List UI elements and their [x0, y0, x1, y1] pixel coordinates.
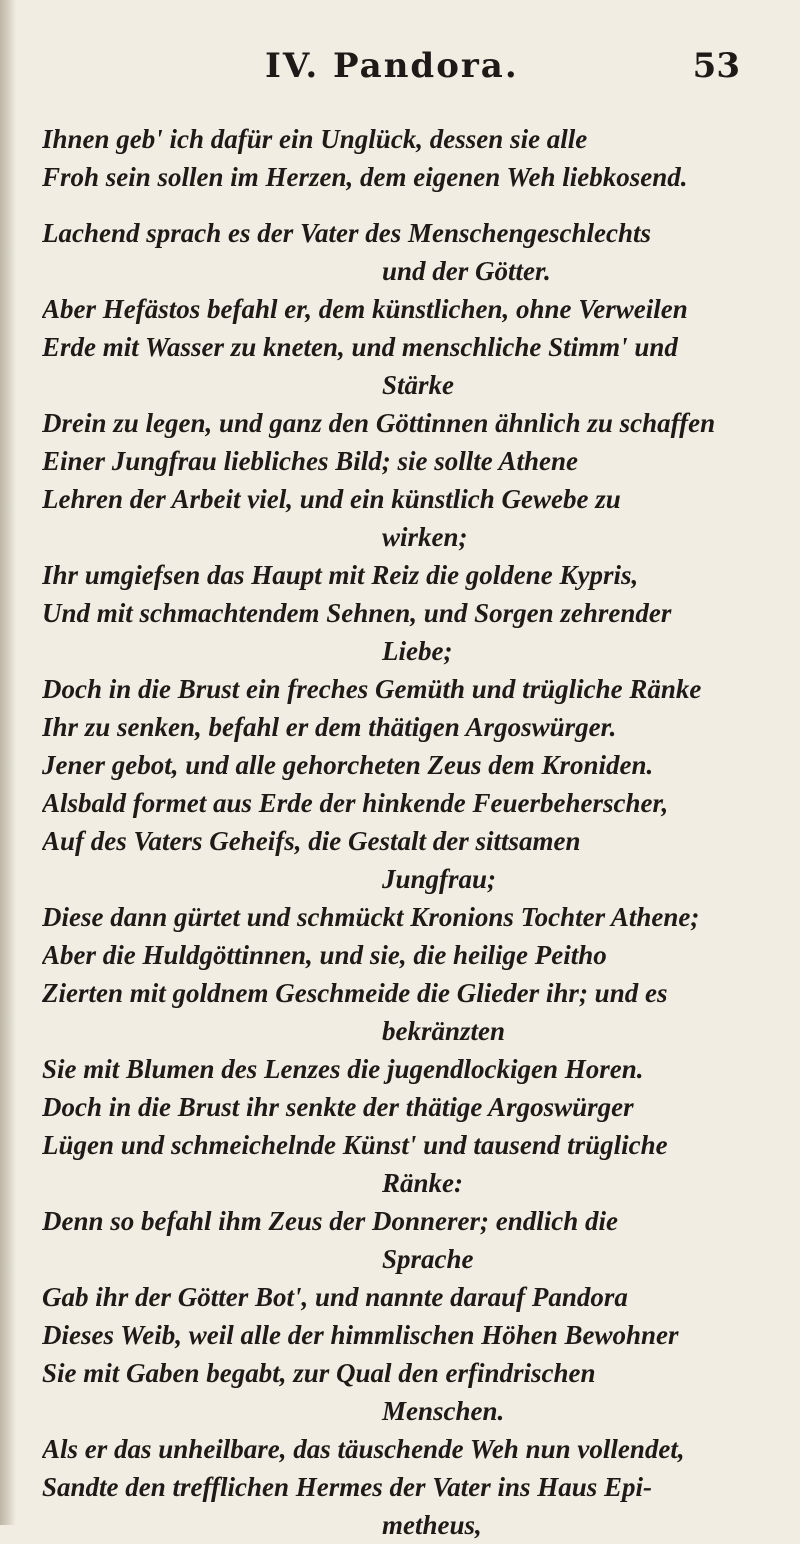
- verse-continuation: Liebe;: [382, 636, 453, 666]
- verse-line: Lehren der Arbeit viel, und ein künstlich Gewebe zu: [42, 484, 621, 514]
- verse-continuation: Jungfrau;: [382, 864, 497, 894]
- verse-line: Einer Jungfrau liebliches Bild; sie sollte Athene: [42, 446, 579, 476]
- verse-line: Erde mit Wasser zu kneten, und menschliche Stimm' und: [42, 332, 678, 362]
- poem-text: [42, 120, 762, 1544]
- stanza-gap: [42, 196, 762, 214]
- verse-line: Diese dann gürtet und schmückt Kronions Tochter Athene;: [42, 902, 700, 932]
- verse-continuation: Sprache: [382, 1244, 474, 1274]
- verse-line: Aber Hefästos befahl er, dem künstlichen, ohne Verweilen: [42, 294, 688, 324]
- chapter-title: IV. Pandora.: [265, 46, 519, 86]
- verse-line: Sie mit Blumen des Lenzes die jugendlockigen Horen.: [42, 1054, 644, 1084]
- verse-continuation: Stärke: [382, 370, 455, 400]
- verse-line: Aber die Huldgöttinnen, und sie, die heilige Peitho: [42, 940, 607, 970]
- verse-line: Jener gebot, und alle gehorcheten Zeus dem Kroniden.: [42, 750, 654, 780]
- verse-line: Lügen und schmeichelnde Künst' und tausend trügliche: [42, 1130, 668, 1160]
- verse-line: Froh sein sollen im Herzen, dem eigenen Weh liebkosend.: [42, 162, 688, 192]
- verse-line: Ihr zu senken, befahl er dem thätigen Argoswürger.: [42, 712, 617, 742]
- verse-line: Lachend sprach es der Vater des Menschengeschlechts: [42, 218, 651, 248]
- verse-continuation: bekränzten: [382, 1016, 506, 1046]
- verse-line: Auf des Vaters Geheifs, die Gestalt der sittsamen: [42, 826, 581, 856]
- verse-continuation: wirken;: [382, 522, 468, 552]
- verse-line: Doch in die Brust ihr senkte der thätige Argoswürger: [42, 1092, 634, 1122]
- verse-continuation: und der Götter.: [382, 256, 551, 286]
- verse-line: Doch in die Brust ein freches Gemüth und trügliche Ränke: [42, 674, 702, 704]
- verse-line: Dieses Weib, weil alle der himmlischen Höhen Bewohner: [42, 1320, 679, 1350]
- page-number: 53: [692, 46, 740, 86]
- verse-line: Sandte den trefflichen Hermes der Vater ins Haus Epi-: [42, 1472, 653, 1502]
- verse-line: Ihr umgiefsen das Haupt mit Reiz die goldene Kypris,: [42, 560, 639, 590]
- verse-line: Gab ihr der Götter Bot', und nannte darauf Pandora: [42, 1282, 628, 1312]
- verse-line: Ihnen geb' ich dafür ein Unglück, dessen sie alle: [42, 124, 588, 154]
- verse-line: Und mit schmachtendem Sehnen, und Sorgen zehrender: [42, 598, 672, 628]
- verse-line: Alsbald formet aus Erde der hinkende Feuerbeherscher,: [42, 788, 669, 818]
- running-header: [0, 46, 800, 96]
- book-binding-edge: [0, 0, 16, 1525]
- verse-line: Als er das unheilbare, das täuschende Weh nun vollendet,: [42, 1434, 685, 1464]
- verse-line: Denn so befahl ihm Zeus der Donnerer; endlich die: [42, 1206, 619, 1236]
- verse-continuation: Ränke:: [382, 1168, 463, 1198]
- verse-continuation: Menschen.: [382, 1396, 505, 1426]
- verse-line: Sie mit Gaben begabt, zur Qual den erfindrischen: [42, 1358, 596, 1388]
- verse-line: Drein zu legen, und ganz den Göttinnen ähnlich zu schaffen: [42, 408, 716, 438]
- verse-line: Zierten mit goldnem Geschmeide die Glieder ihr; und es: [42, 978, 668, 1008]
- verse-continuation: metheus,: [382, 1510, 482, 1540]
